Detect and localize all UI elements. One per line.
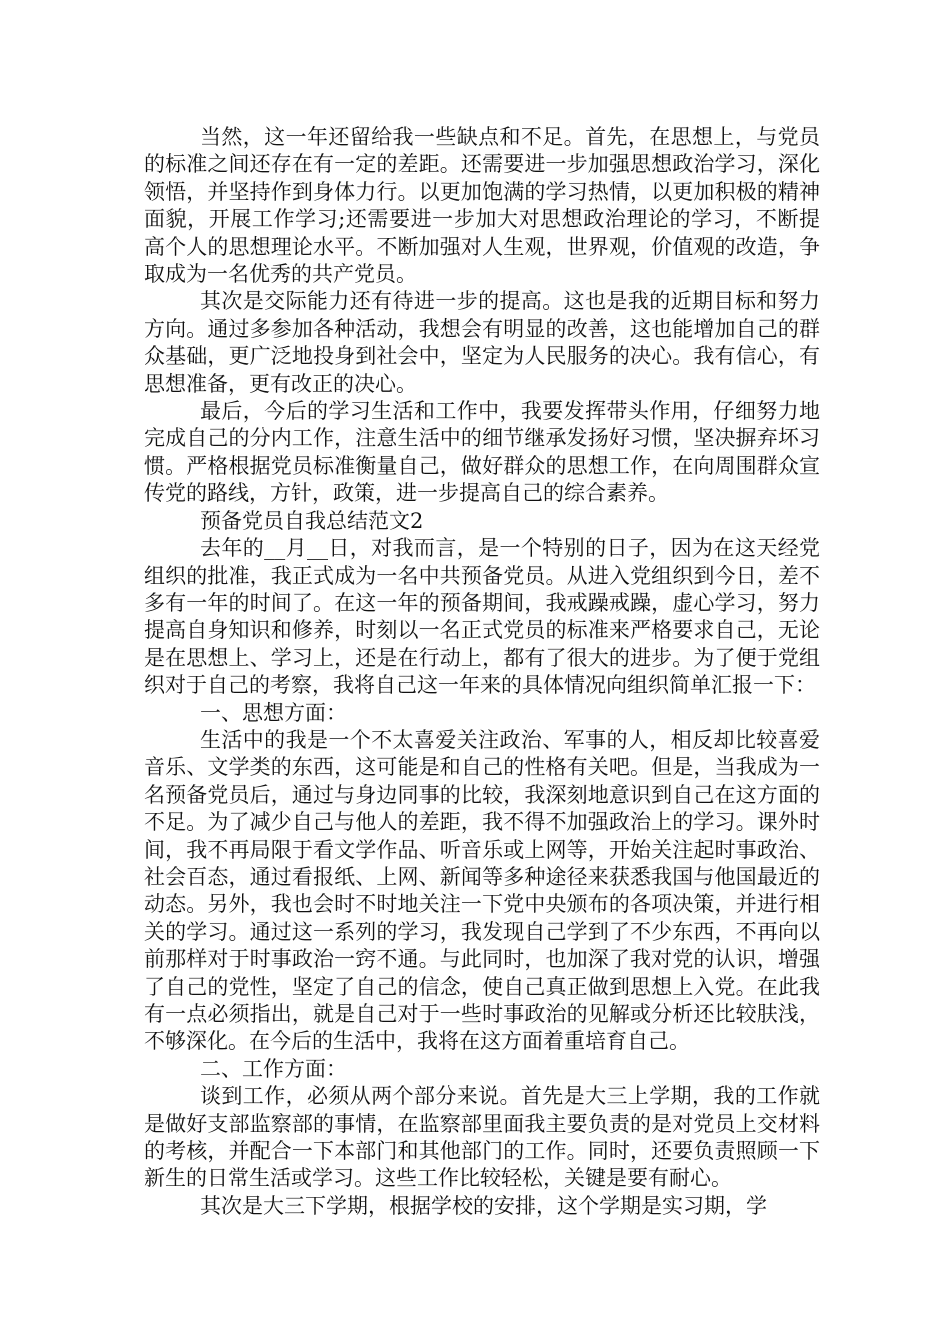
paragraph-work: 谈到工作，必须从两个部分来说。首先是大三上学期，我的工作就是做好支部监察部的事情，在监察部里面我主要负责的是对党员上交材料的考核，并配合一下本部门和其他部门的工作。同时，还要负责照顾一下新生的日常生活或学习。这些工作比较轻松，关键是要有耐心。 (144, 1084, 820, 1191)
document-page (144, 124, 820, 1220)
paragraph-introduction: 去年的__月__日，对我而言，是一个特别的日子，因为在这天经党组织的批准，我正式成为一名中共预备党员。从进入党组织到今日，差不多有一年的时间了。在这一年的预备期间，我戒躁戒躁，虚心学习，努力提高自身知识和修养，时刻以一名正式党员的标准来严格要求自己，无论是在思想上、学习上，还是在行动上，都有了很大的进步。为了便于党组织对于自己的考察，我将自己这一年来的具体情况向组织简单汇报一下： (144, 536, 820, 698)
paragraph-thought: 生活中的我是一个不太喜爱关注政治、军事的人，相反却比较喜爱音乐、文学类的东西，这可能是和自己的性格有关吧。但是，当我成为一名预备党员后，通过与身边同事的比较，我深刻地意识到自己在这方面的不足。为了减少自己与他人的差距，我不得不加强政治上的学习。课外时间，我不再局限于看文学作品、听音乐或上网等，开始关注起时事政治、社会百态，通过看报纸、上网、新闻等多种途径来获悉我国与他国最近的动态。另外，我也会时不时地关注一下党中央颁布的各项决策，并进行相关的学习。通过这一系列的学习，我发现自己学到了不少东西，不再向以前那样对于时事政治一窍不通。与此同时，也加深了我对党的认识，增强了自己的党性，坚定了自己的信念，使自己真正做到思想上入党。在此我有一点必须指出，就是自己对于一些时事政治的见解或分析还比较肤浅，不够深化。在今后的生活中，我将在这方面着重培育自己。 (144, 727, 820, 1054)
paragraph-communication: 其次是交际能力还有待进一步的提高。这也是我的近期目标和努力方向。通过多参加各种活动，我想会有明显的改善，这也能增加自己的群众基础，更广泛地投身到社会中，坚定为人民服务的决心。我有信心，有思想准备，更有改正的决心。 (144, 289, 820, 396)
heading-thought: 一、思想方面： (200, 700, 347, 725)
section-title: 预备党员自我总结范文2 (200, 508, 424, 533)
paragraph-second-semester: 其次是大三下学期，根据学校的安排，这个学期是实习期，学 (200, 1193, 767, 1218)
heading-work: 二、工作方面： (200, 1056, 347, 1081)
paragraph-finally: 最后，今后的学习生活和工作中，我要发挥带头作用，仔细努力地完成自己的分内工作，注意生活中的细节继承发扬好习惯，坚决摒弃坏习惯。严格根据党员标准衡量自己，做好群众的思想工作，在向周围群众宣传党的路线，方针，政策，进一步提高自己的综合素养。 (144, 399, 820, 506)
paragraph-shortcomings: 当然，这一年还留给我一些缺点和不足。首先，在思想上，与党员的标准之间还存在有一定的差距。还需要进一步加强思想政治学习，深化领悟，并坚持作到身体力行。以更加饱满的学习热情，以更加积极的精神面貌，开展工作学习;还需要进一步加大对思想政治理论的学习，不断提高个人的思想理论水平。不断加强对人生观，世界观，价值观的改造，争取成为一名优秀的共产党员。 (144, 125, 820, 287)
